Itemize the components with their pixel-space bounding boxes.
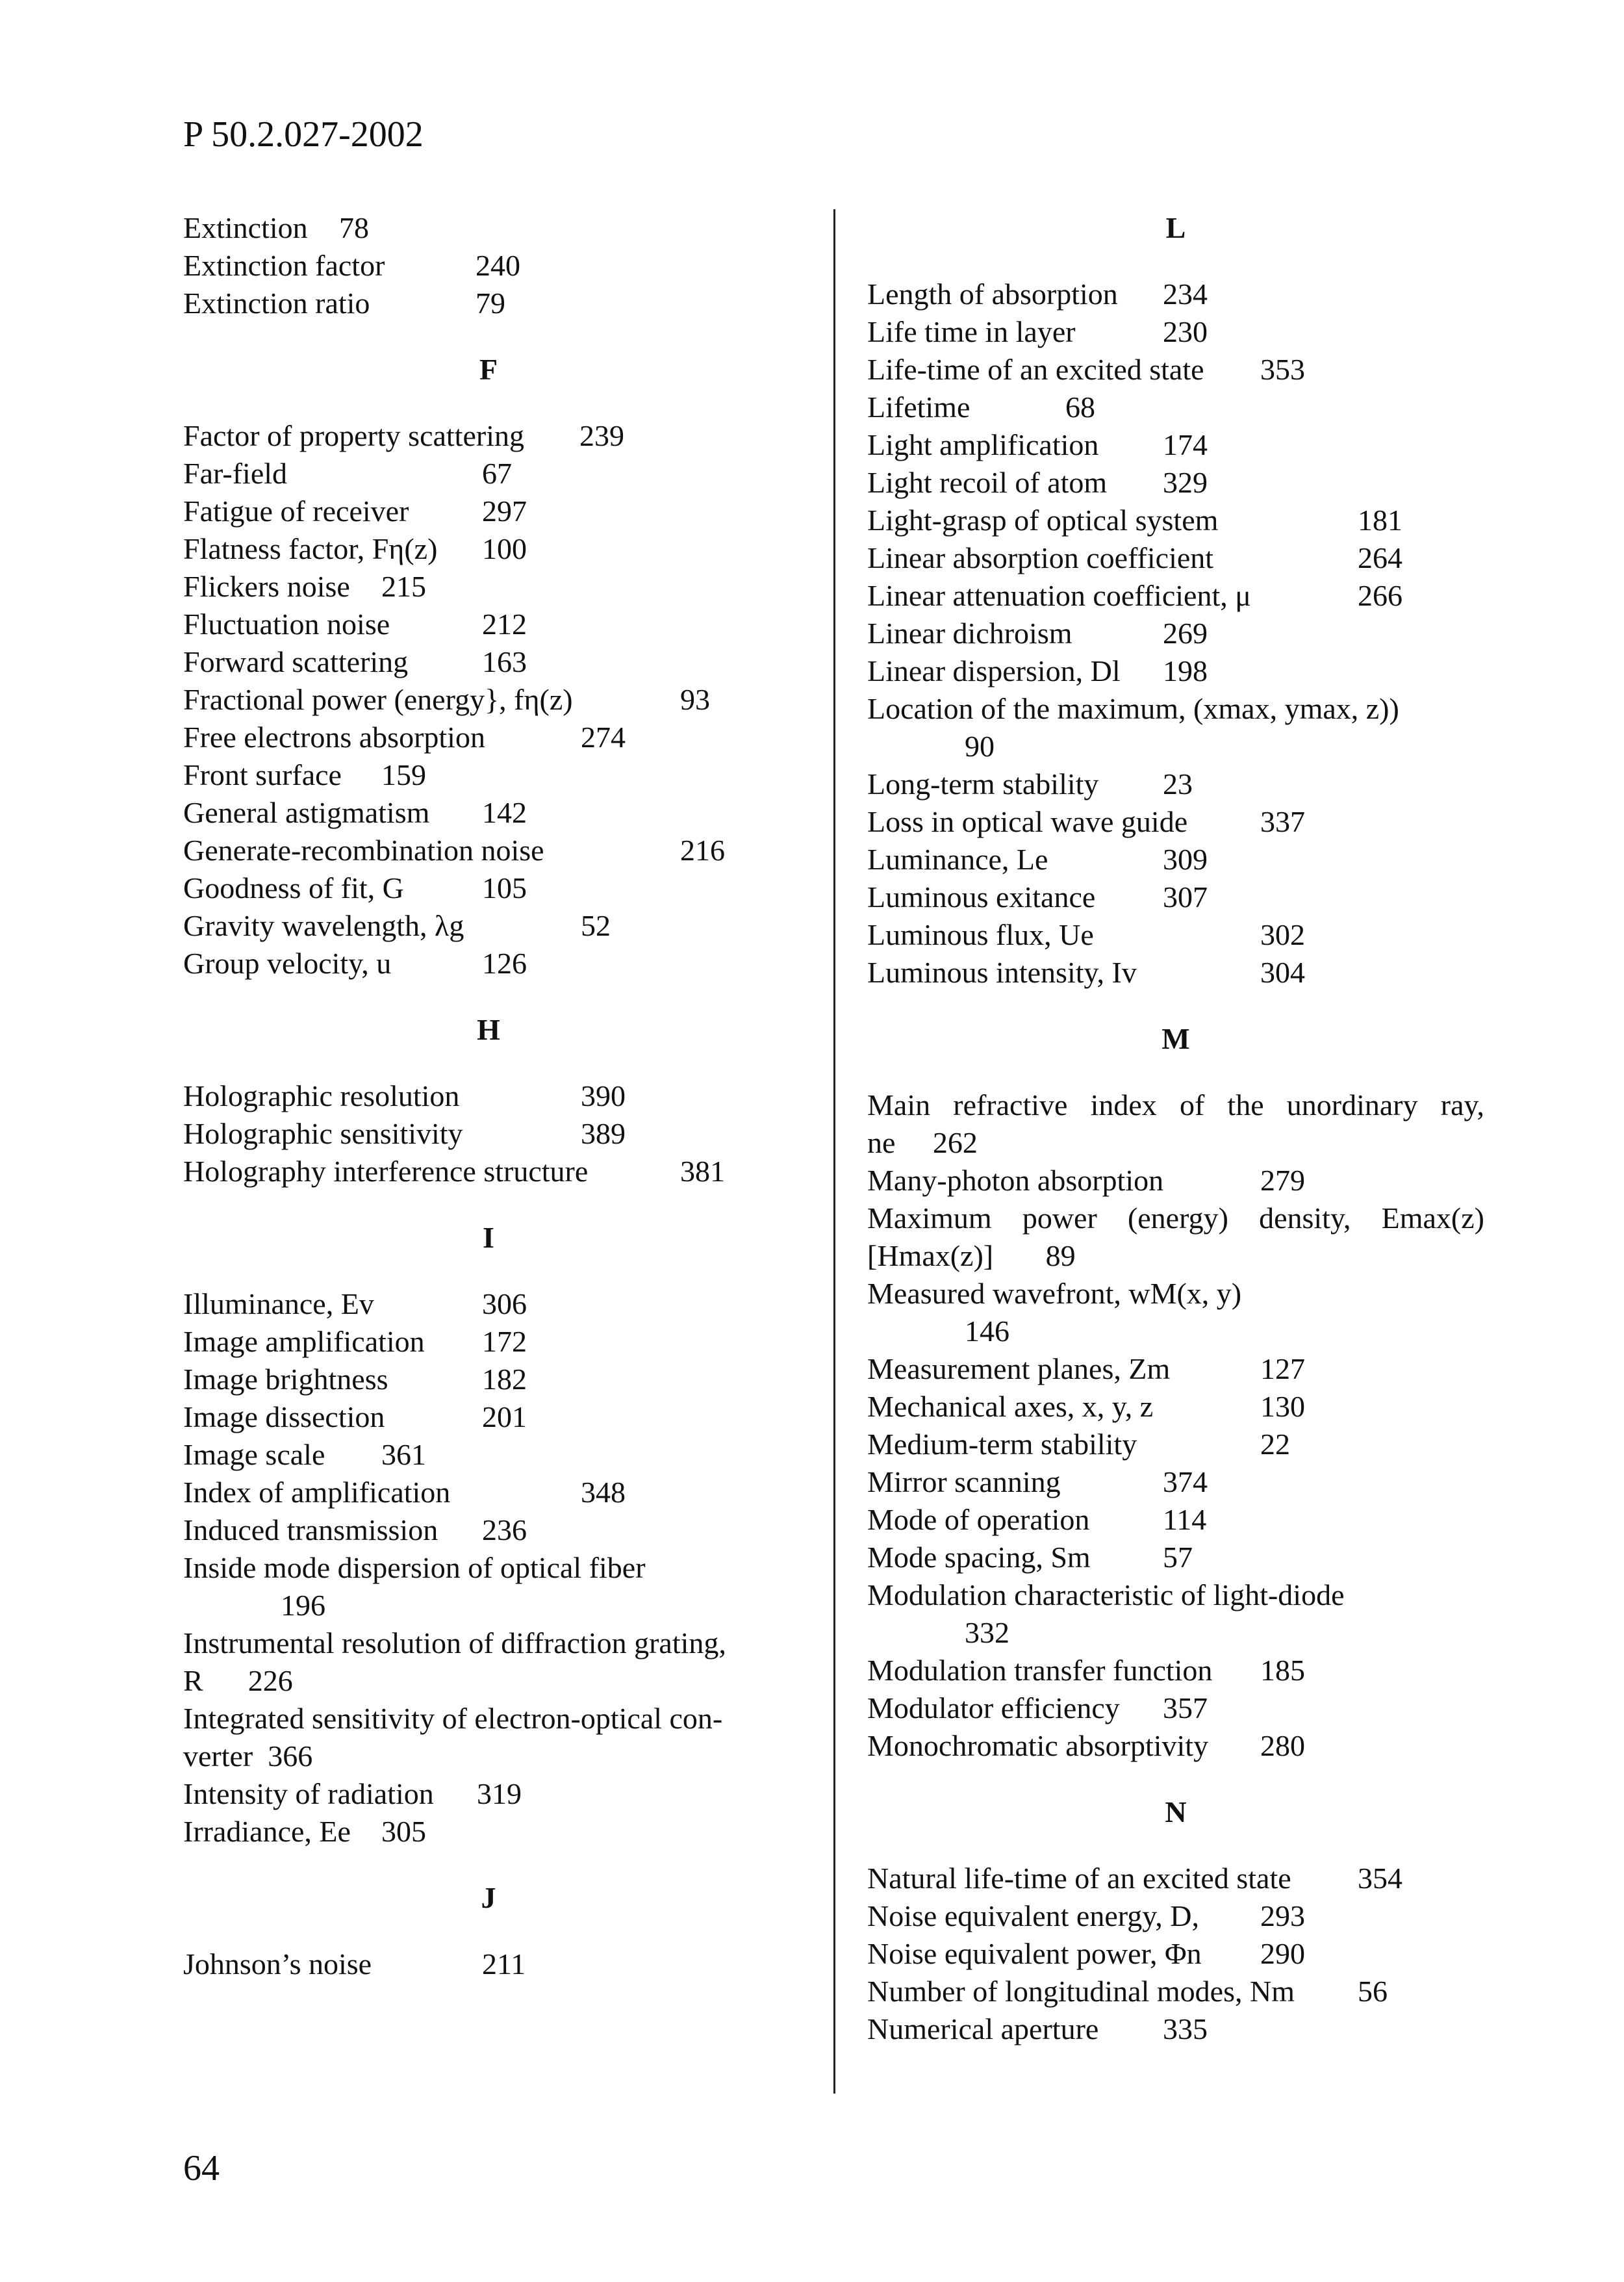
- section-letter-h: H: [477, 1013, 500, 1046]
- index-entry: Irradiance, Ee 305: [183, 1815, 426, 1848]
- index-entry: Mechanical axes, x, y, z 130: [867, 1390, 1305, 1423]
- index-entry: Gravity wavelength, λg 52: [183, 909, 611, 942]
- document-code: P 50.2.027-2002: [183, 114, 424, 155]
- section-letter-j: J: [481, 1881, 496, 1914]
- index-entry: Modulation characteristic of light-diode 332: [867, 1578, 1345, 1649]
- index-column-right: [867, 209, 1484, 2048]
- index-entry: Flatness factor, Fη(z) 100: [183, 532, 527, 565]
- index-entry: Mode spacing, Sm 57: [867, 1541, 1193, 1574]
- index-entry: Modulator efficiency 357: [867, 1691, 1208, 1724]
- index-entry: Fractional power (energy}, fη(z) 93: [183, 683, 710, 716]
- index-entry: Induced transmission 236: [183, 1513, 527, 1546]
- index-entry: Measurement planes, Zm 127: [867, 1352, 1305, 1385]
- index-entry: Goodness of fit, G 105: [183, 871, 527, 904]
- index-entry: Measured wavefront, wM(x, y) 146: [867, 1277, 1242, 1348]
- index-entry: Luminous exitance 307: [867, 880, 1208, 914]
- section-letter-l: L: [1165, 211, 1186, 244]
- index-entry: Factor of property scattering 239: [183, 419, 624, 452]
- section-letter-i: I: [483, 1221, 494, 1254]
- index-entry: Main refractive index of the unordinary ray, ne 262: [867, 1088, 1484, 1159]
- index-entry: General astigmatism 142: [183, 796, 527, 829]
- index-entry: Instrumental resolution of diffraction grating, R 226: [183, 1626, 726, 1697]
- index-entry: Medium-term stability 22: [867, 1428, 1290, 1461]
- index-entry: Luminous flux, Ue 302: [867, 918, 1305, 951]
- index-entry: Holography interference structure 381: [183, 1155, 725, 1188]
- index-entry: Extinction 78: [183, 211, 369, 244]
- index-entry: Holographic resolution 390: [183, 1079, 626, 1112]
- index-entry: Integrated sensitivity of electron-optical con-verter 366: [183, 1702, 723, 1773]
- index-entry: Extinction factor 240: [183, 249, 520, 282]
- index-entry: Johnson’s noise 211: [183, 1947, 526, 1981]
- index-entry: Monochromatic absorptivity 280: [867, 1729, 1305, 1762]
- index-entry: Light recoil of atom 329: [867, 466, 1208, 499]
- index-entry: Light amplification 174: [867, 428, 1208, 461]
- index-entry: Image scale 361: [183, 1438, 426, 1471]
- index-entry: Generate-recombination noise 216: [183, 834, 725, 867]
- index-entry: Group velocity, u 126: [183, 947, 527, 980]
- index-entry: Forward scattering 163: [183, 645, 527, 678]
- index-entry: Far-field 67: [183, 457, 512, 490]
- index-entry: Front surface 159: [183, 758, 426, 791]
- index-entry: Noise equivalent power, Φn 290: [867, 1937, 1305, 1970]
- index-entry: Life time in layer 230: [867, 315, 1208, 348]
- index-entry: Index of amplification 348: [183, 1476, 626, 1509]
- index-entry: Luminance, Le 309: [867, 843, 1208, 876]
- index-entry: Noise equivalent energy, D, 293: [867, 1899, 1305, 1932]
- index-entry: Flickers noise 215: [183, 570, 426, 603]
- index-entry: Intensity of radiation 319: [183, 1777, 522, 1810]
- index-entry: Length of absorption 234: [867, 277, 1208, 311]
- index-entry: Illuminance, Ev 306: [183, 1287, 527, 1320]
- index-entry: Natural life-time of an excited state 354: [867, 1862, 1402, 1895]
- section-letter-n: N: [1165, 1795, 1187, 1828]
- index-entry: Inside mode dispersion of optical fiber 196: [183, 1551, 646, 1622]
- index-entry: Free electrons absorption 274: [183, 721, 626, 754]
- index-entry: Image dissection 201: [183, 1400, 527, 1433]
- index-entry: Fluctuation noise 212: [183, 608, 527, 641]
- index-entry: Number of longitudinal modes, Nm 56: [867, 1975, 1388, 2008]
- index-entry: Long-term stability 23: [867, 767, 1193, 801]
- index-entry: Linear attenuation coefficient, μ 266: [867, 579, 1402, 612]
- index-entry: Fatigue of receiver 297: [183, 494, 527, 528]
- section-letter-m: M: [1161, 1022, 1190, 1055]
- index-entry: Linear dispersion, Dl 198: [867, 654, 1208, 687]
- page-number: 64: [183, 2148, 220, 2188]
- index-entry: Mode of operation 114: [867, 1503, 1207, 1536]
- index-entry: Maximum power (energy) density, Emax(z) [Hmax(z)] 89: [867, 1201, 1484, 1272]
- index-entry: Modulation transfer function 185: [867, 1654, 1305, 1687]
- section-letter-f: F: [479, 353, 498, 386]
- index-entry: Loss in optical wave guide 337: [867, 805, 1305, 838]
- index-entry: Image brightness 182: [183, 1363, 527, 1396]
- index-entry: Lifetime 68: [867, 391, 1095, 424]
- index-entry: Holographic sensitivity 389: [183, 1117, 626, 1150]
- index-entry: Numerical aperture 335: [867, 2012, 1208, 2045]
- index-entry: Linear absorption coefficient 264: [867, 541, 1402, 574]
- index-entry: Many-photon absorption 279: [867, 1164, 1305, 1197]
- index-entry: Extinction ratio 79: [183, 287, 505, 320]
- column-divider: [833, 209, 835, 2094]
- index-entry: Image amplification 172: [183, 1325, 527, 1358]
- index-entry: Light-grasp of optical system 181: [867, 504, 1402, 537]
- index-entry: Mirror scanning 374: [867, 1465, 1208, 1498]
- index-entry: Life-time of an excited state 353: [867, 353, 1305, 386]
- index-column-left: [183, 209, 794, 1983]
- index-entry: Location of the maximum, (xmax, ymax, z)) 90: [867, 692, 1399, 763]
- index-entry: Linear dichroism 269: [867, 617, 1208, 650]
- index-entry: Luminous intensity, Iv 304: [867, 956, 1305, 989]
